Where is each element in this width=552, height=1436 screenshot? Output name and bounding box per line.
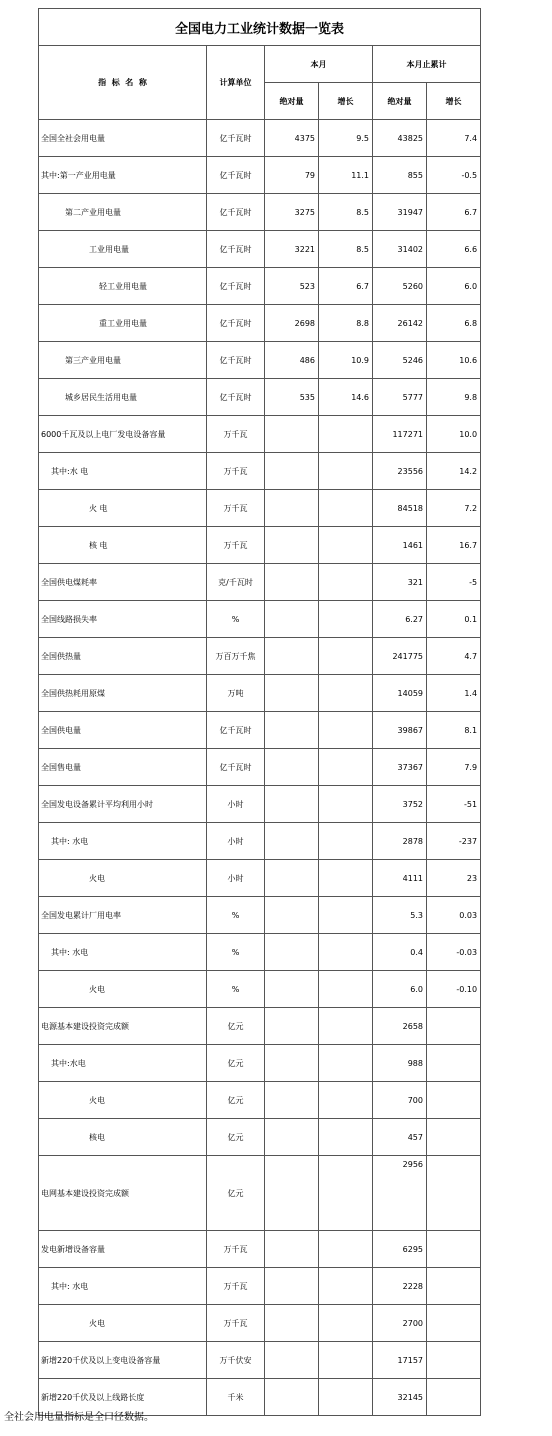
row-cumulative-absolute: 6.0: [373, 971, 427, 1008]
row-cumulative-growth: 6.6: [427, 231, 481, 268]
row-unit: 万百万千焦: [207, 638, 265, 675]
row-cumulative-absolute: 457: [373, 1119, 427, 1156]
row-cumulative-growth: -5: [427, 564, 481, 601]
row-cumulative-absolute: 2658: [373, 1008, 427, 1045]
row-month-absolute: [265, 1268, 319, 1305]
table-row: [39, 194, 481, 231]
row-indicator-name: 其中:水电: [39, 1045, 207, 1082]
row-month-absolute: [265, 712, 319, 749]
row-month-growth: 9.5: [319, 120, 373, 157]
row-unit: 亿元: [207, 1045, 265, 1082]
row-indicator-name: 火电: [39, 971, 207, 1008]
row-month-absolute: [265, 453, 319, 490]
row-cumulative-growth: [427, 1342, 481, 1379]
row-cumulative-growth: -0.03: [427, 934, 481, 971]
row-month-absolute: [265, 416, 319, 453]
row-month-growth: [319, 1045, 373, 1082]
table-row: [39, 564, 481, 601]
row-cumulative-absolute: 84518: [373, 490, 427, 527]
row-indicator-name: 轻工业用电量: [39, 268, 207, 305]
row-indicator-name: 第二产业用电量: [39, 194, 207, 231]
row-unit: 万千瓦: [207, 1231, 265, 1268]
table-row: [39, 823, 481, 860]
row-month-growth: [319, 453, 373, 490]
table-row: [39, 231, 481, 268]
row-unit: %: [207, 971, 265, 1008]
row-cumulative-absolute: 4111: [373, 860, 427, 897]
row-month-absolute: [265, 1305, 319, 1342]
row-month-absolute: [265, 786, 319, 823]
header-unit: 计算单位: [207, 46, 265, 120]
row-month-growth: [319, 712, 373, 749]
row-cumulative-growth: 6.0: [427, 268, 481, 305]
table-body: [39, 120, 481, 1416]
table-row: [39, 749, 481, 786]
row-month-growth: 11.1: [319, 157, 373, 194]
row-month-growth: [319, 1231, 373, 1268]
row-unit: 亿千瓦时: [207, 231, 265, 268]
row-indicator-name: 新增220千伏及以上线路长度: [39, 1379, 207, 1416]
row-unit: 亿元: [207, 1082, 265, 1119]
row-month-absolute: [265, 564, 319, 601]
row-indicator-name: 其中: 水电: [39, 934, 207, 971]
row-month-absolute: 2698: [265, 305, 319, 342]
row-indicator-name: 第三产业用电量: [39, 342, 207, 379]
row-cumulative-absolute: 39867: [373, 712, 427, 749]
row-unit: 亿千瓦时: [207, 342, 265, 379]
row-indicator-name: 全国供电煤耗率: [39, 564, 207, 601]
row-cumulative-growth: [427, 1082, 481, 1119]
row-cumulative-growth: -237: [427, 823, 481, 860]
table-row: [39, 342, 481, 379]
table-row: [39, 1008, 481, 1045]
row-month-absolute: [265, 1342, 319, 1379]
row-cumulative-growth: [427, 1008, 481, 1045]
row-cumulative-growth: 4.7: [427, 638, 481, 675]
row-month-absolute: 79: [265, 157, 319, 194]
row-cumulative-absolute: 6295: [373, 1231, 427, 1268]
row-unit: 亿千瓦时: [207, 379, 265, 416]
row-unit: 亿元: [207, 1119, 265, 1156]
row-cumulative-absolute: 1461: [373, 527, 427, 564]
row-indicator-name: 其中: 水电: [39, 1268, 207, 1305]
row-cumulative-absolute: 321: [373, 564, 427, 601]
row-unit: 亿千瓦时: [207, 268, 265, 305]
table-row: [39, 971, 481, 1008]
table-row: [39, 1342, 481, 1379]
row-cumulative-absolute: 241775: [373, 638, 427, 675]
row-cumulative-absolute: 31402: [373, 231, 427, 268]
row-month-absolute: [265, 749, 319, 786]
table-row: [39, 416, 481, 453]
row-indicator-name: 发电新增设备容量: [39, 1231, 207, 1268]
row-month-absolute: [265, 601, 319, 638]
row-month-growth: 10.9: [319, 342, 373, 379]
header-cumulative-growth: 增长: [427, 83, 481, 120]
row-indicator-name: 重工业用电量: [39, 305, 207, 342]
row-month-growth: [319, 934, 373, 971]
row-cumulative-absolute: 700: [373, 1082, 427, 1119]
row-cumulative-growth: 10.6: [427, 342, 481, 379]
row-month-growth: [319, 1268, 373, 1305]
row-cumulative-absolute: 2956: [373, 1156, 427, 1231]
row-cumulative-growth: 7.4: [427, 120, 481, 157]
row-month-absolute: 4375: [265, 120, 319, 157]
row-cumulative-absolute: 0.4: [373, 934, 427, 971]
row-cumulative-growth: 1.4: [427, 675, 481, 712]
row-unit: 亿千瓦时: [207, 749, 265, 786]
row-month-growth: [319, 897, 373, 934]
row-unit: 小时: [207, 786, 265, 823]
row-cumulative-absolute: 2700: [373, 1305, 427, 1342]
table-row: [39, 1231, 481, 1268]
row-cumulative-growth: 8.1: [427, 712, 481, 749]
row-indicator-name: 全国供电量: [39, 712, 207, 749]
row-unit: 万千瓦: [207, 1305, 265, 1342]
row-unit: 亿元: [207, 1156, 265, 1231]
table-row: [39, 1305, 481, 1342]
row-indicator-name: 工业用电量: [39, 231, 207, 268]
row-cumulative-growth: 16.7: [427, 527, 481, 564]
row-indicator-name: 新增220千伏及以上变电设备容量: [39, 1342, 207, 1379]
row-cumulative-growth: [427, 1045, 481, 1082]
row-month-absolute: [265, 1008, 319, 1045]
row-cumulative-growth: [427, 1268, 481, 1305]
row-indicator-name: 全国发电设备累计平均利用小时: [39, 786, 207, 823]
table-row: [39, 675, 481, 712]
statistics-table: [38, 8, 481, 1416]
row-unit: 亿千瓦时: [207, 120, 265, 157]
table-row: [39, 786, 481, 823]
row-unit: 万吨: [207, 675, 265, 712]
row-cumulative-absolute: 14059: [373, 675, 427, 712]
row-month-absolute: [265, 527, 319, 564]
row-cumulative-growth: 0.1: [427, 601, 481, 638]
row-unit: 万千瓦: [207, 453, 265, 490]
row-month-growth: [319, 786, 373, 823]
row-month-growth: [319, 1342, 373, 1379]
row-cumulative-growth: 9.8: [427, 379, 481, 416]
row-indicator-name: 城乡居民生活用电量: [39, 379, 207, 416]
row-unit: 亿千瓦时: [207, 712, 265, 749]
row-unit: 亿千瓦时: [207, 305, 265, 342]
statistics-table-container: [38, 8, 480, 1416]
row-cumulative-growth: 6.8: [427, 305, 481, 342]
header-month-absolute: 绝对量: [265, 83, 319, 120]
table-row: [39, 490, 481, 527]
row-cumulative-growth: 0.03: [427, 897, 481, 934]
row-unit: 小时: [207, 823, 265, 860]
row-month-growth: [319, 823, 373, 860]
row-cumulative-absolute: 5777: [373, 379, 427, 416]
row-month-absolute: 535: [265, 379, 319, 416]
row-month-absolute: [265, 1045, 319, 1082]
table-row: [39, 601, 481, 638]
row-cumulative-absolute: 5246: [373, 342, 427, 379]
row-month-growth: [319, 601, 373, 638]
row-unit: 万千伏安: [207, 1342, 265, 1379]
row-cumulative-absolute: 17157: [373, 1342, 427, 1379]
row-cumulative-growth: -0.5: [427, 157, 481, 194]
row-cumulative-growth: [427, 1156, 481, 1231]
row-month-growth: [319, 749, 373, 786]
row-month-growth: 6.7: [319, 268, 373, 305]
row-cumulative-growth: 7.9: [427, 749, 481, 786]
row-indicator-name: 火电: [39, 860, 207, 897]
row-month-growth: [319, 638, 373, 675]
row-cumulative-absolute: 5260: [373, 268, 427, 305]
table-row: [39, 934, 481, 971]
row-month-growth: [319, 564, 373, 601]
table-row: [39, 305, 481, 342]
row-cumulative-growth: [427, 1231, 481, 1268]
row-month-absolute: [265, 1156, 319, 1231]
row-month-growth: [319, 1305, 373, 1342]
row-unit: 万千瓦: [207, 1268, 265, 1305]
row-month-absolute: [265, 1119, 319, 1156]
row-indicator-name: 其中:第一产业用电量: [39, 157, 207, 194]
row-cumulative-absolute: 26142: [373, 305, 427, 342]
row-unit: 万千瓦: [207, 416, 265, 453]
row-cumulative-absolute: 32145: [373, 1379, 427, 1416]
row-unit: %: [207, 934, 265, 971]
row-month-growth: [319, 675, 373, 712]
row-indicator-name: 其中: 水电: [39, 823, 207, 860]
table-row: [39, 638, 481, 675]
table-row: [39, 527, 481, 564]
row-indicator-name: 全国供热耗用原煤: [39, 675, 207, 712]
row-cumulative-absolute: 31947: [373, 194, 427, 231]
row-month-absolute: 486: [265, 342, 319, 379]
row-month-growth: [319, 971, 373, 1008]
table-row: [39, 157, 481, 194]
row-cumulative-growth: 7.2: [427, 490, 481, 527]
row-cumulative-growth: -0.10: [427, 971, 481, 1008]
table-row: [39, 1119, 481, 1156]
table-row: [39, 379, 481, 416]
row-indicator-name: 全国线路损失率: [39, 601, 207, 638]
footnote: 全社会用电量指标是全口径数据。: [4, 1412, 154, 1423]
row-indicator-name: 6000千瓦及以上电厂发电设备容量: [39, 416, 207, 453]
row-indicator-name: 全国售电量: [39, 749, 207, 786]
row-cumulative-absolute: 117271: [373, 416, 427, 453]
table-row: [39, 268, 481, 305]
row-month-growth: [319, 416, 373, 453]
row-month-growth: [319, 1119, 373, 1156]
row-month-growth: 8.5: [319, 231, 373, 268]
table-row: [39, 1268, 481, 1305]
row-unit: 克/千瓦时: [207, 564, 265, 601]
row-indicator-name: 火 电: [39, 490, 207, 527]
header-month: 本月: [265, 46, 373, 83]
row-unit: %: [207, 897, 265, 934]
header-cumulative: 本月止累计: [373, 46, 481, 83]
table-row: [39, 712, 481, 749]
header-indicator-name: 指 标 名 称: [39, 46, 207, 120]
row-cumulative-absolute: 855: [373, 157, 427, 194]
row-cumulative-absolute: 6.27: [373, 601, 427, 638]
row-cumulative-absolute: 37367: [373, 749, 427, 786]
row-month-growth: [319, 1008, 373, 1045]
row-month-growth: [319, 1156, 373, 1231]
row-unit: 千米: [207, 1379, 265, 1416]
header-month-growth: 增长: [319, 83, 373, 120]
row-month-growth: [319, 1379, 373, 1416]
row-unit: 亿千瓦时: [207, 157, 265, 194]
row-indicator-name: 核电: [39, 1119, 207, 1156]
table-row: [39, 120, 481, 157]
row-cumulative-growth: [427, 1119, 481, 1156]
row-month-growth: [319, 860, 373, 897]
row-month-growth: [319, 1082, 373, 1119]
row-month-growth: 8.5: [319, 194, 373, 231]
row-month-absolute: [265, 1231, 319, 1268]
table-row: [39, 897, 481, 934]
row-month-absolute: [265, 675, 319, 712]
row-month-absolute: [265, 638, 319, 675]
row-cumulative-growth: 10.0: [427, 416, 481, 453]
row-month-absolute: [265, 934, 319, 971]
row-month-growth: 14.6: [319, 379, 373, 416]
row-month-growth: [319, 490, 373, 527]
row-unit: 小时: [207, 860, 265, 897]
row-indicator-name: 火电: [39, 1082, 207, 1119]
table-title: 全国电力工业统计数据一览表: [39, 9, 481, 46]
row-unit: 亿元: [207, 1008, 265, 1045]
row-indicator-name: 全国全社会用电量: [39, 120, 207, 157]
table-row: [39, 1156, 481, 1231]
row-cumulative-absolute: 988: [373, 1045, 427, 1082]
row-cumulative-growth: -51: [427, 786, 481, 823]
header-cumulative-absolute: 绝对量: [373, 83, 427, 120]
row-indicator-name: 火电: [39, 1305, 207, 1342]
row-cumulative-growth: [427, 1379, 481, 1416]
row-indicator-name: 全国供热量: [39, 638, 207, 675]
table-row: [39, 1082, 481, 1119]
row-month-absolute: 3275: [265, 194, 319, 231]
row-month-growth: 8.8: [319, 305, 373, 342]
row-month-absolute: [265, 1379, 319, 1416]
row-indicator-name: 全国发电累计厂用电率: [39, 897, 207, 934]
row-indicator-name: 电源基本建设投资完成额: [39, 1008, 207, 1045]
row-indicator-name: 电网基本建设投资完成额: [39, 1156, 207, 1231]
row-cumulative-absolute: 5.3: [373, 897, 427, 934]
row-indicator-name: 其中:水 电: [39, 453, 207, 490]
row-month-absolute: [265, 490, 319, 527]
row-cumulative-absolute: 2228: [373, 1268, 427, 1305]
row-month-absolute: 523: [265, 268, 319, 305]
row-unit: 亿千瓦时: [207, 194, 265, 231]
row-month-growth: [319, 527, 373, 564]
row-cumulative-growth: 14.2: [427, 453, 481, 490]
table-row: [39, 453, 481, 490]
table-row: [39, 1045, 481, 1082]
row-cumulative-absolute: 43825: [373, 120, 427, 157]
row-month-absolute: [265, 1082, 319, 1119]
row-indicator-name: 核 电: [39, 527, 207, 564]
row-unit: 万千瓦: [207, 490, 265, 527]
row-month-absolute: [265, 860, 319, 897]
row-month-absolute: 3221: [265, 231, 319, 268]
row-unit: %: [207, 601, 265, 638]
row-cumulative-absolute: 2878: [373, 823, 427, 860]
row-cumulative-growth: [427, 1305, 481, 1342]
row-cumulative-growth: 6.7: [427, 194, 481, 231]
row-cumulative-absolute: 23556: [373, 453, 427, 490]
row-cumulative-absolute: 3752: [373, 786, 427, 823]
row-unit: 万千瓦: [207, 527, 265, 564]
row-month-absolute: [265, 897, 319, 934]
table-row: [39, 860, 481, 897]
row-month-absolute: [265, 971, 319, 1008]
row-cumulative-growth: 23: [427, 860, 481, 897]
row-month-absolute: [265, 823, 319, 860]
